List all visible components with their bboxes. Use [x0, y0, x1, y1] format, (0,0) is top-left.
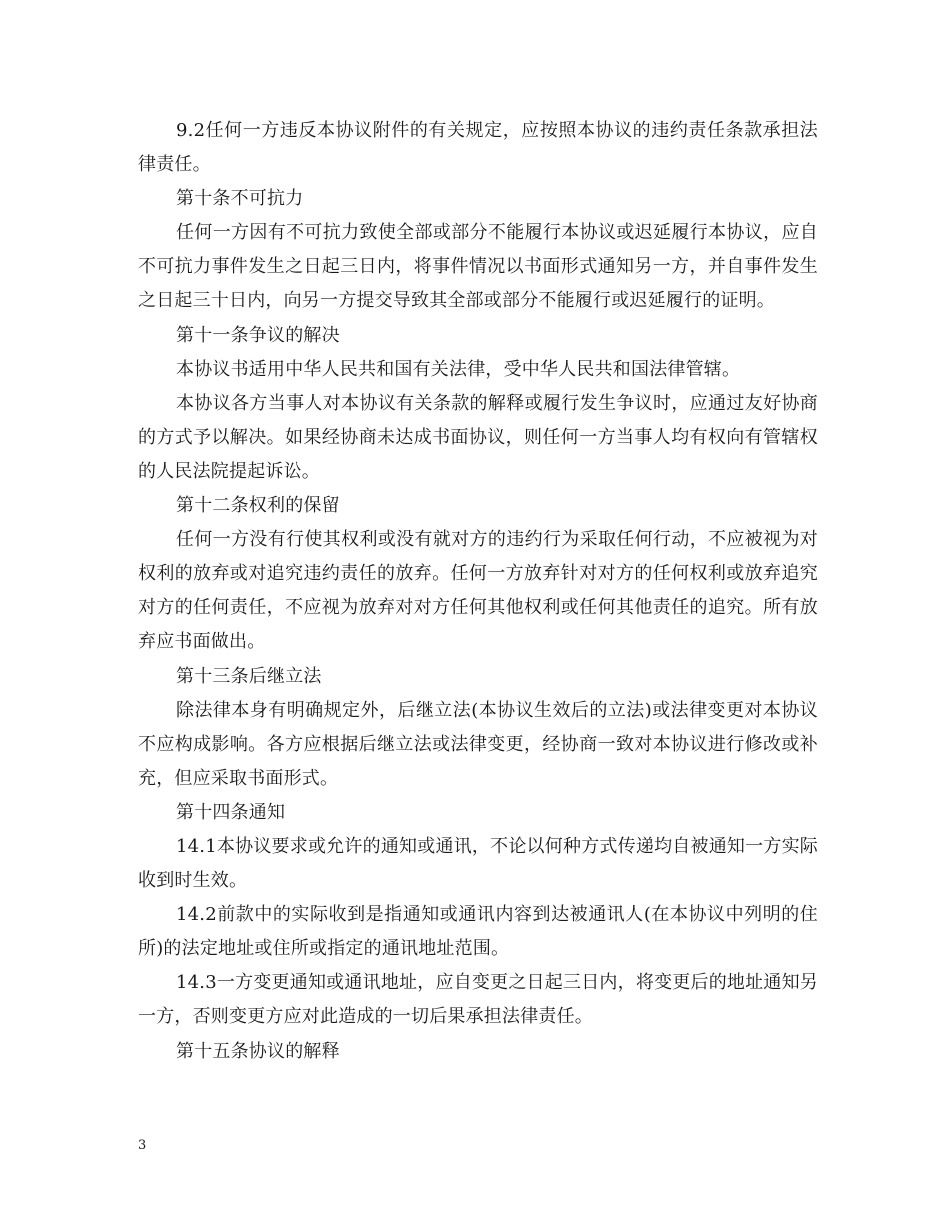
paragraph-14-1: 14.1本协议要求或允许的通知或通讯，不论以何种方式传递均自被通知一方实际收到时生效。 [138, 835, 818, 892]
heading-article-10: 第十条不可抗力 [176, 188, 304, 210]
document-body [138, 114, 818, 1069]
paragraph-governing-law: 本协议书适用中华人民共和国有关法律，受中华人民共和国法律管辖。 [176, 358, 741, 380]
heading-article-11: 第十一条争议的解决 [176, 324, 340, 346]
paragraph-14-3: 14.3一方变更通知或通讯地址，应自变更之日起三日内，将变更后的地址通知另一方，否则变更方应对此造成的一切后果承担法律责任。 [138, 972, 818, 1028]
heading-article-15: 第十五条协议的解释 [176, 1040, 340, 1062]
paragraph-force-majeure: 任何一方因有不可抗力致使全部或部分不能履行本协议或迟延履行本协议，应自不可抗力事件发生之日起三日内，将事件情况以书面形式通知另一方，并自事件发生之日起三十日内，向另一方提交导致其全部或部分不能履行或迟延履行的证明。 [138, 222, 818, 312]
heading-article-14: 第十四条通知 [176, 801, 286, 823]
heading-article-13: 第十三条后继立法 [176, 665, 322, 687]
paragraph-reservation-of-rights: 任何一方没有行使其权利或没有就对方的违约行为采取任何行动，不应被视为对权利的放弃或对追究违约责任的放弃。任何一方放弃针对对方的任何权利或放弃追究对方的任何责任，不应视为放弃对对方任何其他权利或任何其他责任的追究。所有放弃应书面做出。 [138, 529, 818, 653]
paragraph-dispute-resolution: 本协议各方当事人对本协议有关条款的解释或履行发生争议时，应通过友好协商的方式予以解决。如果经协商未达成书面协议，则任何一方当事人均有权向有管辖权的人民法院提起诉讼。 [138, 392, 818, 482]
paragraph-9-2: 9.2任何一方违反本协议附件的有关规定，应按照本协议的违约责任条款承担法律责任。 [138, 120, 818, 176]
paragraph-14-2: 14.2前款中的实际收到是指通知或通讯内容到达被通讯人(在本协议中列明的住所)的法定地址或住所或指定的通讯地址范围。 [138, 904, 818, 960]
heading-article-12: 第十二条权利的保留 [176, 495, 340, 517]
paragraph-subsequent-legislation: 除法律本身有明确规定外，后继立法(本协议生效后的立法)或法律变更对本协议不应构成影响。各方应根据后继立法或法律变更，经协商一致对本协议进行修改或补充，但应采取书面形式。 [138, 699, 818, 789]
page-number: 3 [138, 1138, 147, 1153]
